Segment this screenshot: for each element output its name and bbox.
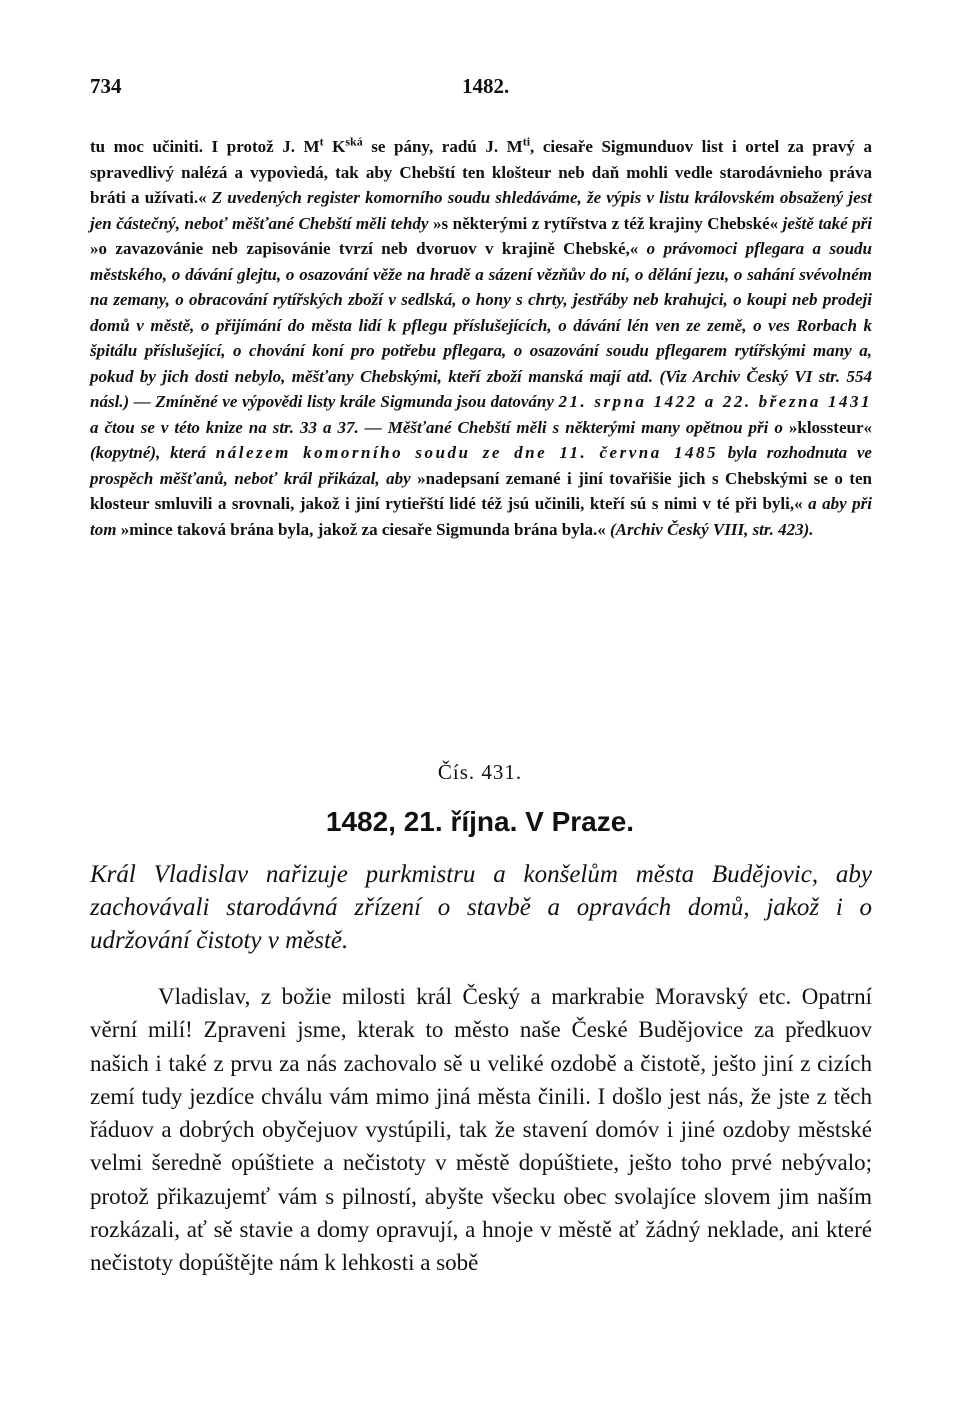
note-run: nálezem komorního soudu ze dne 11. června 1485 [215,443,718,462]
page-number: 734 [90,74,122,98]
note-run: t [319,134,324,149]
note-run: tu moc učiniti. I protož J. M [90,137,320,156]
running-head-year: 1482. [462,74,510,98]
document-body-text: Vladislav, z božie milosti král Český a markrabie Moravský etc. Opatrní věrní milí! Zpraveni jsme, kterak to město naše České Budějovice za předkuov našich i také z prvu za nás zachovalo sě u veliké ozdobě a čistotě, ješto jiní z cizích zemí tudy jezdíce chválu vám mimo jiná města činili. I došlo jest nás, že jste z těch řáduov a dobrých obyčejuov vystúpili, tak že stavení domóv i jiné ozdoby městské velmi šeredně opúštiete a nečistoty v městě dopúštiete, ješto toho prvé nebývalo; protož přikazujemť vám s pilností, abyšte všecku obec svolajíce slovem jim naším rozkázali, ať sě stavie a domy opravují, a hnoje v městě ať žádný neklade, ani které nečistoty dopúštějte nám k lehkosti a sobě [90,984,872,1276]
note-run: 21. srpna 1422 a 22. března 1431 [558,392,872,411]
note-run: byla rozhodnuta ve prospěch měšťanů, neboť král přikázal, aby [90,443,872,488]
note-run: ještě také při [782,213,872,233]
document-regest: Král Vladislav nařizuje purkmistru a konšelům města Budějovic, aby zachovávali starodávná zřízení o stavbě a opravách domů, jakož i o udržování čistoty v městě. [90,861,872,954]
note-run: »klossteur« [788,417,872,437]
note-run: a aby při tom [90,494,872,539]
document-dateline: 1482, 21. října. V Praze. [325,806,635,837]
note-run: »s některými z rytířstva z též krajiny Chebské« [432,213,783,233]
note-run: a čtou se v této knize na str. 33 a 37. — Měšťané Chebští měli s některými many opětnou při o [90,417,789,437]
page-header [90,74,870,104]
note-run: »nadepsaní zemané i jiní tovařišie jich s Chebskými se o ten klosteur smluvili a srovnali, jakož i jiní rytieřští lidé též jsú učinili, kteří sú s nimi v té při byli,« [90,468,873,513]
note-run: K [323,137,346,156]
note-run: »mince taková brána byla, jakož za ciesaře Sigmunda brána byla.« [120,519,610,539]
note-run: Z uvedených register komorního soudu shledáváme, že výpis v listu královském obsažený jest jen částečný, neboť měšťané Chebští měli tehdy [90,188,872,233]
note-run: , ciesaře Sigmunduov list i ortel za pravý a spravedlivý nalézá a vypovìedá, tak aby Chebští ten klošteur neb daň mohli vedle starodávnieho práva bráti a užívati.« [90,137,872,207]
note-run: ti [522,134,531,149]
document-body [90,980,872,1280]
note-run: ská [345,134,363,149]
note-run: (Archiv Český VIII, str. 423). [609,519,814,539]
note-run: (kopytné), která [90,443,216,462]
note-run: se pány, radú J. M [362,137,523,156]
note-run: o právomoci pflegara a soudu městského, o dávání glejtu, o osazování věže na hradě a sázení vězňův do ní, o dělání jezu, o sahání svévolném na zemany, o obracování rytířských zboží v sedlská, o hony s chrty, jestřáby neb krahujci, o koupi neb prodeji domů v městě, o přijímání do města lidí k pflegu příslušejících, o dávání lén ven ze země, o ves Rorbach k špitálu příslušející, o chování koní pro potřebu pflegara, o osazování soudu pflegarem rytířskými many a, pokud by jich dosti nebylo, měšťany Chebskými, kteří zboží manská mají atd. (Viz Archiv Český VI str. 554 násl.) — Zmíněné ve výpovědi listy krále Sigmunda jsou datovány [90,239,872,411]
footnote-commentary [90,134,872,542]
document-number: Čís. 431. [437,760,523,784]
note-run: »o zavazovánie neb zapisovánie tvrzí neb dvoruov v krajině Chebské,« [90,239,647,258]
